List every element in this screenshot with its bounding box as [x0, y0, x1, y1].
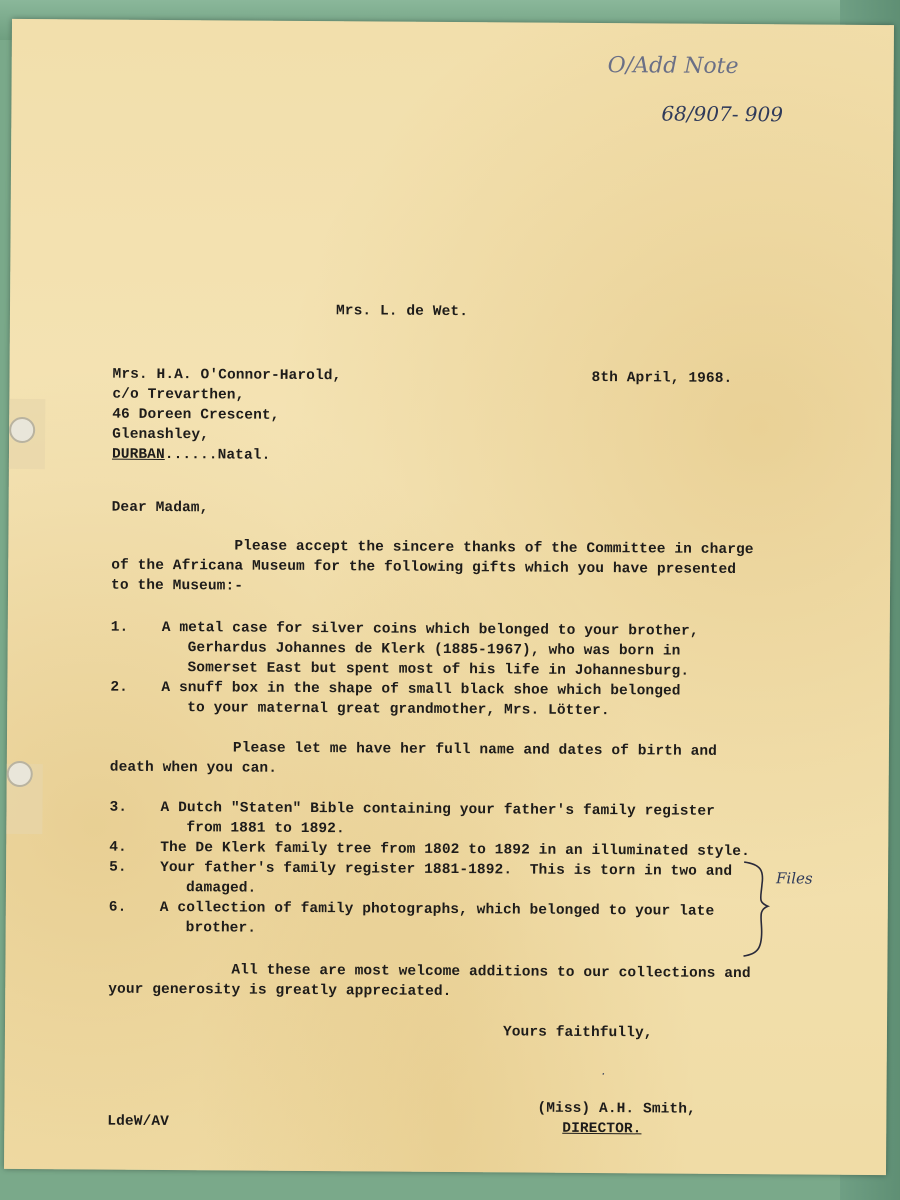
intro-text: to the Museum:- [111, 577, 244, 595]
handwritten-reference: 68/907- 909 [661, 101, 784, 127]
signatory-title: DIRECTOR. [562, 1120, 642, 1138]
letter-page [4, 19, 894, 1175]
letter-date: 8th April, 1968. [591, 369, 733, 387]
closing-text: All these are most welcome additions to our collections and [231, 962, 751, 983]
item-text: Gerhardus Johannes de Klerk (1885-1967), who was born in [187, 640, 681, 660]
item-number: 5. [109, 859, 127, 876]
item-text: A metal case for silver coins which belonged to your brother, [161, 619, 699, 640]
item-text: A Dutch "Staten" Bible containing your father's family register [160, 799, 716, 820]
item-text: Somerset East but spent most of his life in Johannesburg. [187, 660, 690, 680]
ink-mark: ⸱ [600, 1067, 604, 1082]
address-province: ......Natal. [164, 447, 271, 464]
address-line: 46 Doreen Crescent, [112, 406, 280, 424]
item-number: 1. [110, 619, 129, 636]
item-number: 6. [108, 899, 127, 916]
item-number: 2. [110, 679, 129, 696]
item-text: from 1881 to 1892. [186, 820, 345, 838]
address-line: Mrs. H.A. O'Connor-Harold, [112, 366, 342, 385]
handwritten-note: O/Add Note [607, 53, 739, 80]
item-number: 4. [109, 839, 127, 856]
address-line: c/o Trevarthen, [112, 386, 245, 404]
item-text: Your father's family register 1881-1892. This is torn in two and [160, 859, 733, 880]
reference-initials: LdeW/AV [107, 1113, 170, 1131]
handwritten-files-note: Files [775, 869, 813, 888]
signatory-name: (Miss) A.H. Smith, [537, 1100, 696, 1118]
address-city-line [112, 445, 271, 466]
punch-hole [7, 761, 33, 787]
intro-text: of the Africana Museum for the following gifts which you have presented [111, 557, 737, 579]
item-text: A collection of family photographs, which belonged to your late [159, 899, 715, 920]
item-text: damaged. [185, 880, 257, 897]
signoff: Yours faithfully, [502, 1024, 653, 1042]
item-text: to your maternal great grandmother, Mrs. Lötter. [187, 700, 610, 720]
attention-line: Mrs. L. de Wet. [335, 303, 469, 321]
closing-text: your generosity is greatly appreciated. [108, 981, 452, 1001]
request-text: Please let me have her full name and dates of birth and [232, 740, 718, 760]
item-text: A snuff box in the shape of small black shoe which belonged [161, 679, 681, 700]
punch-hole [9, 417, 35, 443]
address-line: Glenashley, [112, 426, 210, 444]
address-city: DURBAN [111, 446, 165, 464]
item-number: 3. [109, 799, 128, 816]
item-text: brother. [185, 920, 257, 937]
intro-text: Please accept the sincere thanks of the Committee in charge [234, 538, 754, 559]
item-text: The De Klerk family tree from 1802 to 1892 in an illuminated style. [160, 839, 750, 861]
request-text: death when you can. [109, 759, 278, 777]
salutation: Dear Madam, [111, 499, 209, 517]
